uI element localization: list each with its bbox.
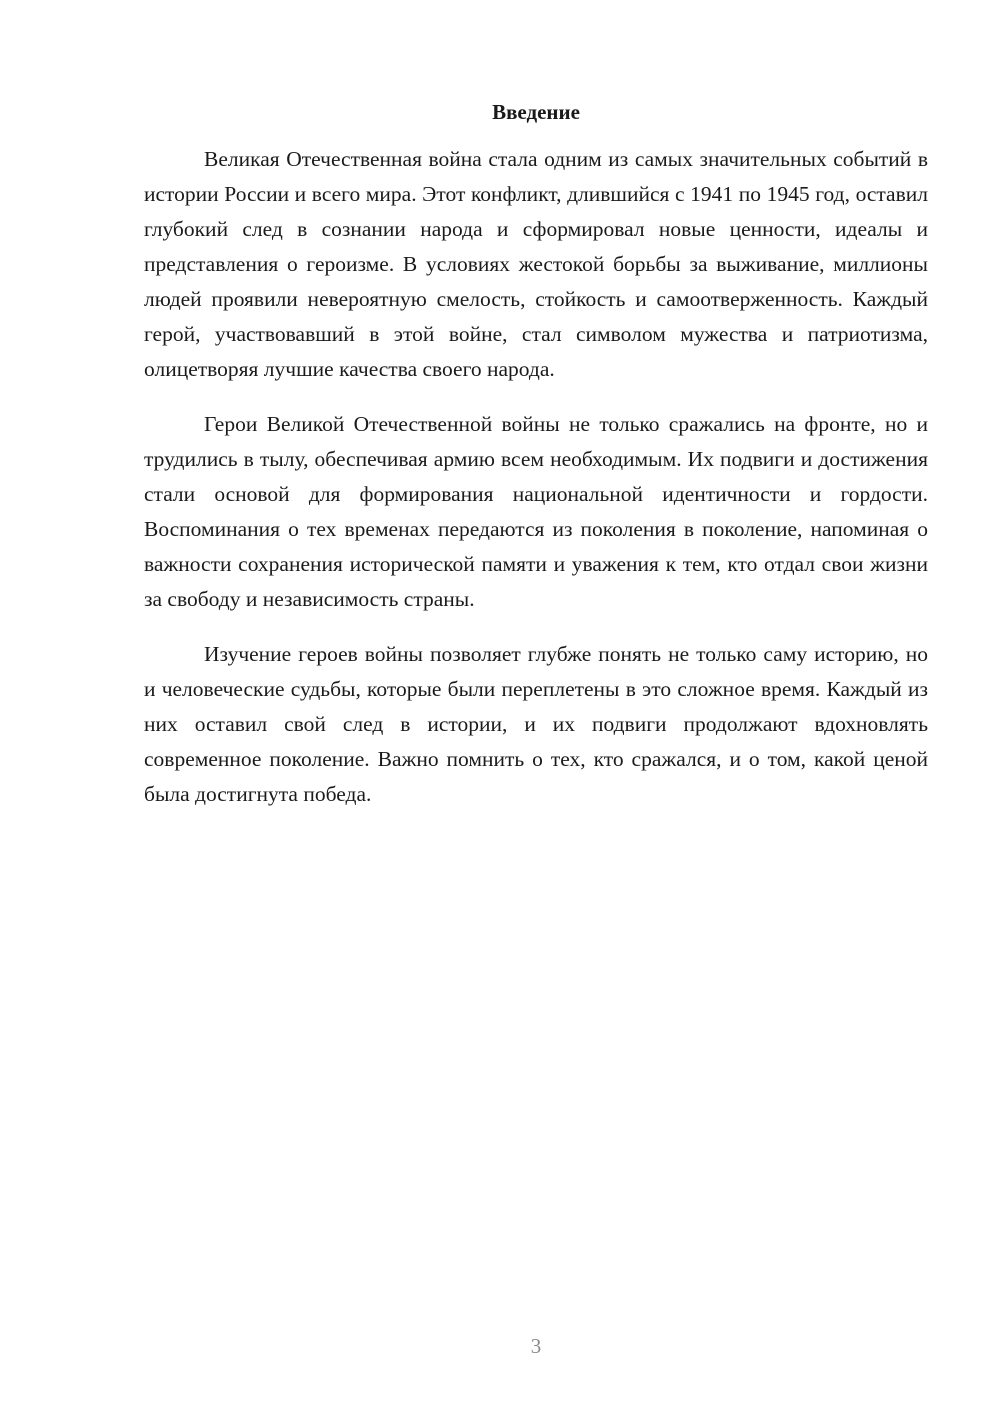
body-text [144, 142, 928, 832]
page-number: 3 [530, 1334, 542, 1358]
paragraph-1: Великая Отечественная война стала одним из самых значительных событий в истории России и всего мира. Этот конфликт, длившийся с 1941 по 1945 год, оставил глубокий след в сознании народа и сформировал новые ценности, идеалы и представления о героизме. В условиях жестокой борьбы за выживание, миллионы людей проявили невероятную смелость, стойкость и самоотверженность. Каждый герой, участвовавший в этой войне, стал символом мужества и патриотизма, олицетворяя лучшие качества своего народа. [144, 147, 928, 381]
paragraph-2: Герои Великой Отечественной войны не только сражались на фронте, но и трудились в тылу, обеспечивая армию всем необходимым. Их подвиги и достижения стали основой для формирования национальной идентичности и гордости. Воспоминания о тех временах передаются из поколения в поколение, напоминая о важности сохранения исторической памяти и уважения к тем, кто отдал свои жизни за свободу и независимость страны. [144, 412, 928, 611]
paragraph-3: Изучение героев войны позволяет глубже понять не только саму историю, но и человеческие судьбы, которые были переплетены в это сложное время. Каждый из них оставил свой след в истории, и их подвиги продолжают вдохновлять современное поколение. Важно помнить о тех, кто сражался, и о том, какой ценой была достигнута победа. [144, 642, 928, 806]
section-heading: Введение [492, 100, 580, 124]
